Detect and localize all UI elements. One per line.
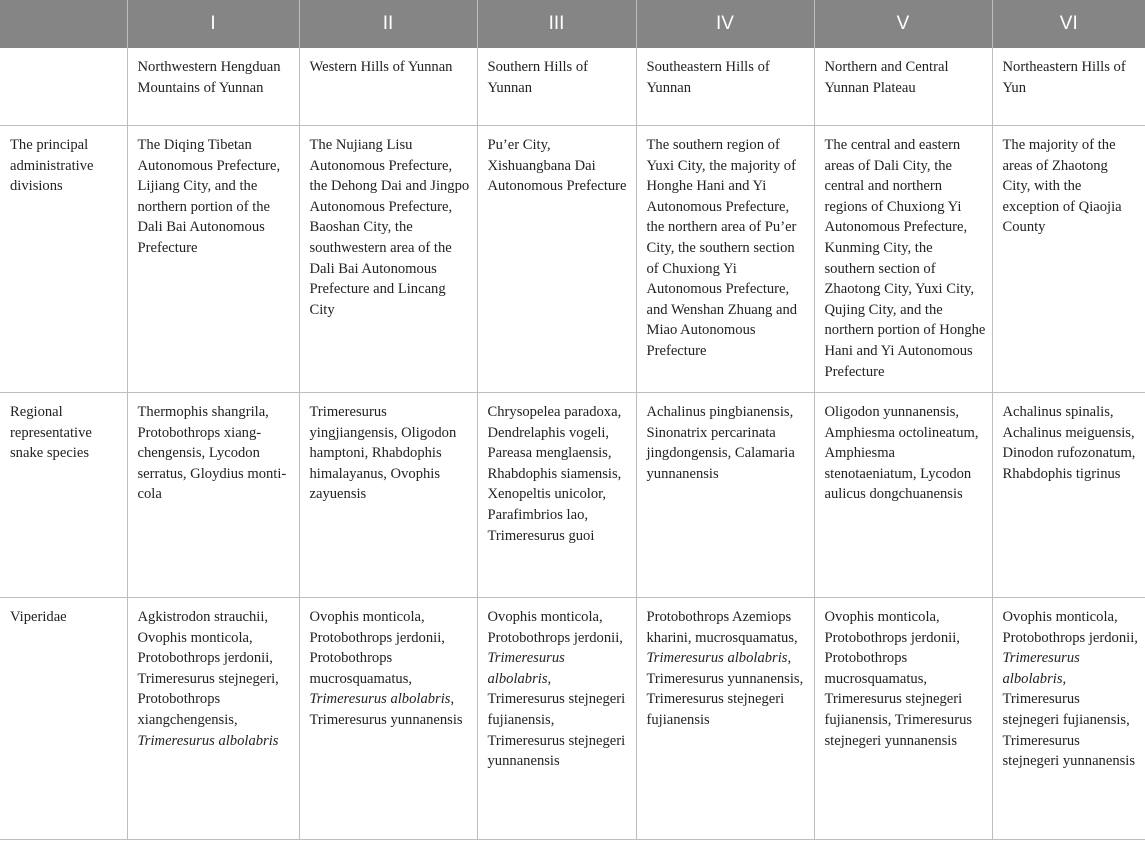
cell-region-name-2: Western Hills of Yunnan <box>299 48 477 126</box>
header-cell-zone-5: V <box>814 0 992 48</box>
cell-admin-6: The majority of the areas of Zhaotong City, with the exception of Qiaojia County <box>992 126 1145 393</box>
table-row-region-names <box>0 48 1145 126</box>
cell-admin-5: The central and eastern areas of Dali City, the central and northern regions of Chuxiong Yi Autonomous Prefecture, Kunming City, the southern section of Zhaotong City, Yuxi City, Qujing City, and the northern portion of Honghe Hani and Yi Autonomous Prefecture <box>814 126 992 393</box>
header-cell-zone-4: IV <box>636 0 814 48</box>
cell-region-name-5: Northern and Central Yunnan Plateau <box>814 48 992 126</box>
header-cell-zone-3: III <box>477 0 636 48</box>
cell-viperidae-4 <box>636 598 814 840</box>
cell-viperidae-5 <box>814 598 992 840</box>
cell-admin-1: The Diqing Tibetan Autonomous Prefecture, Lijiang City, and the northern portion of the Dali Bai Autonomous Prefecture <box>127 126 299 393</box>
viperidae-text-tail: , Trimeresurus stejnegeri fujianensis, Trimeresurus stejnegeri yunnanensis <box>1002 670 1136 770</box>
cell-region-name-6: Northeastern Hills of Yun <box>992 48 1145 126</box>
cell-viperidae-6 <box>992 598 1145 840</box>
row-label-region-names <box>0 48 127 126</box>
header-cell-zone-6: VI <box>992 0 1145 48</box>
cell-snakes-3: Chrysopelea paradoxa, Dendrelaphis vogeli, Pareasa menglaensis, Rhabdophis siamensis, Xenopeltis unicolor, Parafimbrios lao, Trimeresurus guoi <box>477 393 636 598</box>
viperidae-text-tail: , Trimeresurus stejnegeri fujianensis, Trimeresurus stejnegeri yunnanensis <box>487 670 626 770</box>
cell-admin-3: Pu’er City, Xishuangbana Dai Autonomous Prefecture <box>477 126 636 393</box>
row-label-viperidae: Viperidae <box>0 598 127 840</box>
cell-snakes-2: Trimeresurus yingjiangensis, Oligodon hamptoni, Rhabdophis himalayanus, Ovophis zayuensis <box>299 393 477 598</box>
viperidae-text: Protobothrops Azemiops kharini, mucrosquamatus, <box>646 609 798 646</box>
viperidae-text: Ovophis monticola, Protobothrops jerdonii, <box>487 609 623 646</box>
italic-species-name: Trimeresurus albolabris <box>137 732 279 749</box>
row-label-snake-species: Regional representative snake species <box>0 393 127 598</box>
cell-viperidae-2 <box>299 598 477 840</box>
table-row-admin-divisions <box>0 126 1145 393</box>
header-cell-zone-1: I <box>127 0 299 48</box>
cell-viperidae-3 <box>477 598 636 840</box>
italic-species-name: Trimeresurus albolabris <box>487 650 565 687</box>
viperidae-text: Ovophis monticola, Protobothrops jerdonii, <box>1002 609 1138 646</box>
cell-region-name-4: Southeastern Hills of Yunnan <box>636 48 814 126</box>
table-header <box>0 0 1145 48</box>
cell-snakes-1: Thermophis shangrila, Protobothrops xiang-chengensis, Lycodon serratus, Gloydius monti-cola <box>127 393 299 598</box>
table-body <box>0 48 1145 840</box>
cell-viperidae-1 <box>127 598 299 840</box>
italic-species-name: Trimeresurus albolabris <box>309 691 451 708</box>
table-row-snake-species <box>0 393 1145 598</box>
cell-admin-4: The southern region of Yuxi City, the majority of Honghe Hani and Yi Autonomous Prefecture, the northern area of Pu’er City, the southern section of Chuxiong Yi Autonomous Prefecture, and Wenshan Zhuang and Miao Autonomous Prefecture <box>636 126 814 393</box>
cell-snakes-5: Oligodon yunnanensis, Amphiesma octolineatum, Amphiesma stenotaeniatum, Lycodon aulicus dongchuanensis <box>814 393 992 598</box>
italic-species-name: Trimeresurus albolabris <box>1002 650 1080 687</box>
header-cell-zone-2: II <box>299 0 477 48</box>
cell-region-name-3: Southern Hills of Yunnan <box>477 48 636 126</box>
cell-region-name-1: Northwestern Hengduan Mountains of Yunnan <box>127 48 299 126</box>
viperidae-text-tail: , Trimeresurus yunnanensis <box>309 691 463 728</box>
header-cell-blank <box>0 0 127 48</box>
viperidae-text: Ovophis monticola, Protobothrops jerdonii, Protobothrops mucrosquamatus, <box>309 609 445 687</box>
cell-snakes-4: Achalinus pingbianensis, Sinonatrix percarinata jingdongensis, Calamaria yunnanensis <box>636 393 814 598</box>
row-label-admin-divisions: The principal administrative divisions <box>0 126 127 393</box>
cell-snakes-6: Achalinus spinalis, Achalinus meiguensis, Dinodon rufozonatum, Rhabdophis tigrinus <box>992 393 1145 598</box>
italic-species-name: Trimeresurus albolabris <box>646 650 788 667</box>
table-row-viperidae <box>0 598 1145 840</box>
viperidae-text: Ovophis monticola, Protobothrops jerdonii, Protobothrops mucrosquamatus, Trimeresurus stejnegeri fujianensis, Trimeresurus stejnegeri yunnanensis <box>824 609 973 749</box>
cell-admin-2: The Nujiang Lisu Autonomous Prefecture, the Dehong Dai and Jingpo Autonomous Prefecture, Baoshan City, the southwestern area of the Dali Bai Autonomous Prefecture and Lincang City <box>299 126 477 393</box>
header-row <box>0 0 1145 48</box>
viperidae-text: Agkistrodon strauchii, Ovophis monticola, Protobothrops jerdonii, Trimeresurus stejnegeri, Protobothrops xiangchengensis, <box>137 609 279 728</box>
viperidae-text-tail: , Trimeresurus yunnanensis, Trimeresurus stejnegeri fujianensis <box>646 650 804 728</box>
